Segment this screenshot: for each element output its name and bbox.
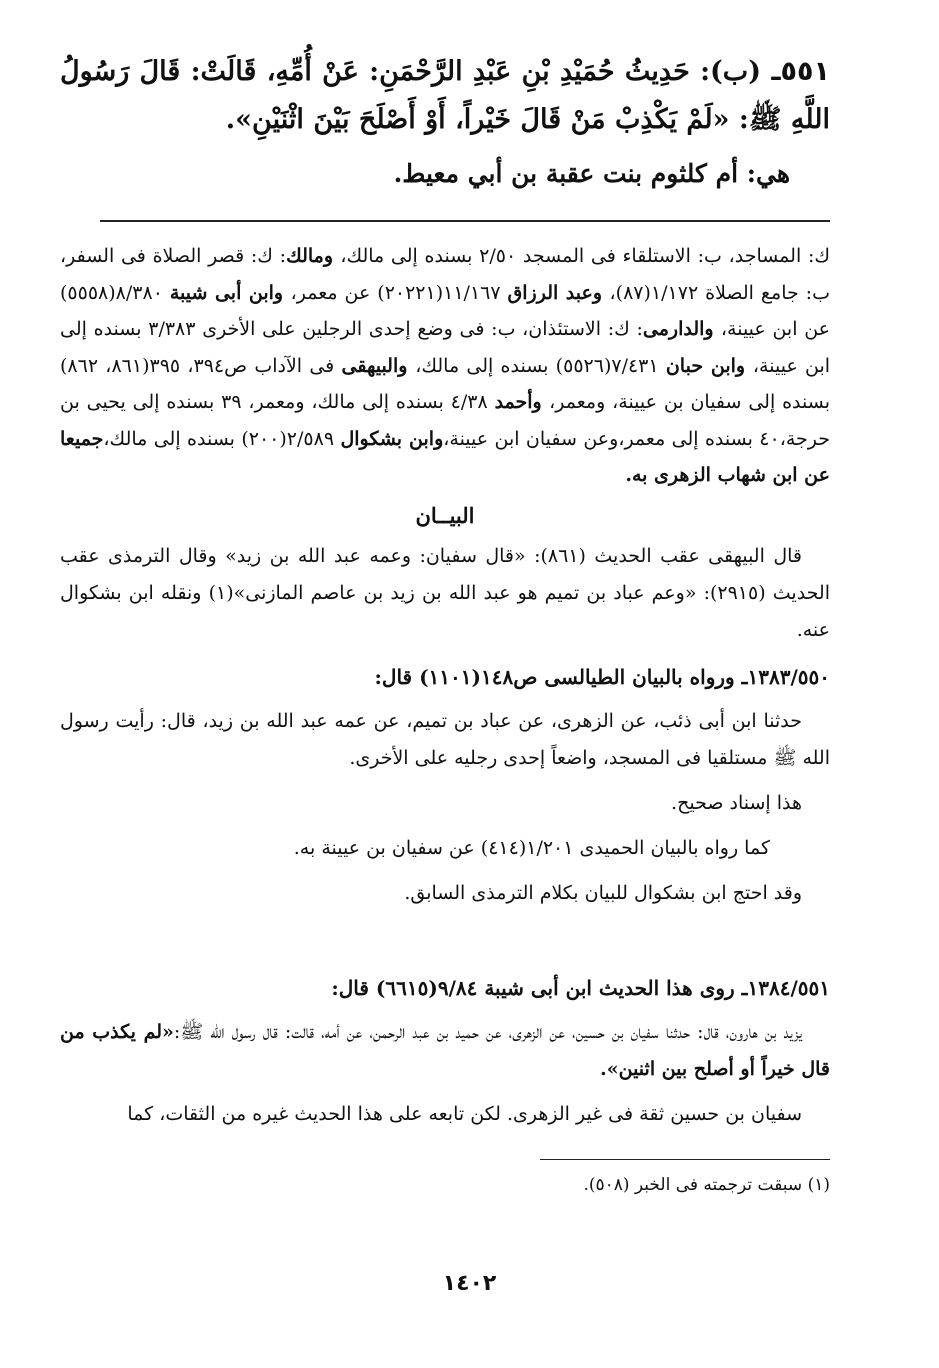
takhrij-source: والبيهقى	[341, 354, 416, 377]
bashkuwal-note: وقد احتج ابن بشكوال للبيان بكلام الترمذى السابق.	[404, 881, 802, 904]
takhrij-text: : ك: قصر الصلاة فى السفر، ب: جامع الصلاة ١/١٧٢(٨٧)،	[60, 245, 830, 304]
section-heading-text: روى هذا الحديث ابن أبى شيبة ٩/٨٤(٦٦١٥) قال:	[331, 975, 742, 1000]
section-number: ١٣٨٤/٥٥١ـ	[741, 975, 830, 1000]
section-1384-heading	[60, 970, 830, 1006]
takhrij-source: ومالك	[286, 245, 341, 267]
takhrij-text: : ك: الاستئذان، ب: فى وضع إحدى الرجلين على الأخرى ٣/٣٨٣ بسنده إلى ابن عيينة،	[60, 318, 831, 377]
takhrij-source: وأحمد	[494, 391, 550, 413]
page-body	[60, 48, 830, 1198]
takhrij-source: وابن أبى شيبة	[169, 281, 291, 304]
takhrij-source: وابن بشكوال	[340, 427, 444, 450]
isnad-grade: هذا إسناد صحيح.	[671, 791, 802, 814]
section-1384-paragraph-2: سفيان بن حسين ثقة فى غير الزهرى. لكن تابعه على هذا الحديث غيره من الثقات، كما	[127, 1102, 802, 1125]
section-divider	[100, 220, 830, 222]
takhrij-source: والدارمى	[642, 318, 721, 340]
takhrij-source: جميعا عن ابن شهاب الزهرى به.	[60, 427, 830, 486]
isnad-text: يزيد بن هارون، قال: حدثنا سفيان بن حسين، عن الزهرى، عن حميد بن عبد الرحمن، عن أمه، قالت: قال رسول الله ﷺ:	[173, 1020, 802, 1043]
bayan-paragraph: قال البيهقى عقب الحديث (٨٦١): «قال سفيان: وعمه عبد الله بن زيد» وقال الترمذى عقب الحديث (٢٩١٥): «وعم عباد بن تميم هو عبد الله بن زيد بن عاصم المازنى»(١) ونقله ابن بشكوال عنه.	[60, 544, 830, 641]
takhrij-paragraph	[60, 238, 830, 494]
bayan-title: البيــان	[415, 502, 475, 528]
narrator-note: هي: أم كلثوم بنت عقبة بن أبي معيط.	[393, 159, 790, 188]
takhrij-text: ٧/٤٣١(٥٥٢٦) بسنده إلى مالك،	[415, 354, 666, 377]
page-number: ١٤٠٢	[442, 1271, 497, 1296]
section-heading-text: ورواه بالبيان الطيالسى ص١٤٨(١١٠١) قال:	[374, 664, 742, 689]
footnote: (١) سبقت ترجمته فى الخبر (٥٠٨).	[583, 1174, 830, 1195]
section-1383-paragraph: حدثنا ابن أبى ذئب، عن الزهرى، عن عباد بن تميم، عن عمه عبد الله بن زيد، قال: رأيت رسول الله ﷺ مستلقيا فى المسجد، واضعاً إحدى رجليه على الأخرى.	[60, 709, 830, 769]
spacer	[60, 920, 830, 960]
takhrij-text: ١١/١٦٧(٢٠٢٢١) عن معمر،	[290, 281, 508, 304]
hadith-number: ٥٥١ـ	[771, 56, 830, 87]
section-number: ١٣٨٣/٥٥٠ـ	[741, 664, 830, 689]
takhrij-text: ٤/٣٨ بسنده إلى مالك، ومعمر، ٣٩ بسنده إلى يحيى بن حرجة،٤٠ بسنده إلى معمر،وعن سفيان ابن عيينة،	[60, 391, 830, 450]
takhrij-text: ٨/٣٨٠(٥٥٥٨) عن ابن عيينة،	[60, 281, 831, 340]
takhrij-source: وابن حبان	[665, 354, 753, 377]
hadith-matn: (ب): حَدِيثُ حُمَيْدِ بْنِ عَبْدِ الرَّحْمَنِ: عَنْ أُمِّهِ، قَالَتْ: قَالَ رَسُولُ اللَّهِ ﷺ: «لَمْ يَكْذِبْ مَنْ قَالَ خَيْراً، أَوْ أَصْلَحَ بَيْنَ اثْنَيْنِ».	[60, 56, 830, 135]
hadith-text	[60, 48, 830, 144]
humaydi-note: كما رواه بالبيان الحميدى ١/٢٠١(٤١٤) عن سفيان بن عيينة به.	[293, 836, 770, 859]
footnote-divider	[540, 1159, 830, 1160]
section-1384-paragraph	[60, 1014, 830, 1088]
takhrij-text: ك: المساجد، ب: الاستلقاء فى المسجد ٢/٥٠ بسنده إلى مالك،	[340, 245, 831, 267]
takhrij-source: وعبد الرزاق	[507, 281, 610, 304]
takhrij-text: ٢/٥٨٩(٢٠٠) بسنده إلى مالك،	[103, 427, 341, 450]
matn-text: «لم يكذب من قال خيراً أو أصلح بين اثنين».	[60, 1020, 830, 1080]
takhrij-text: فى الآداب ص٣٩٤، ٣٩٥(٨٦١، ٨٦٢) بسنده إلى سفيان بن عيينة، ومعمر،	[60, 354, 830, 413]
section-1383-heading	[60, 659, 830, 695]
